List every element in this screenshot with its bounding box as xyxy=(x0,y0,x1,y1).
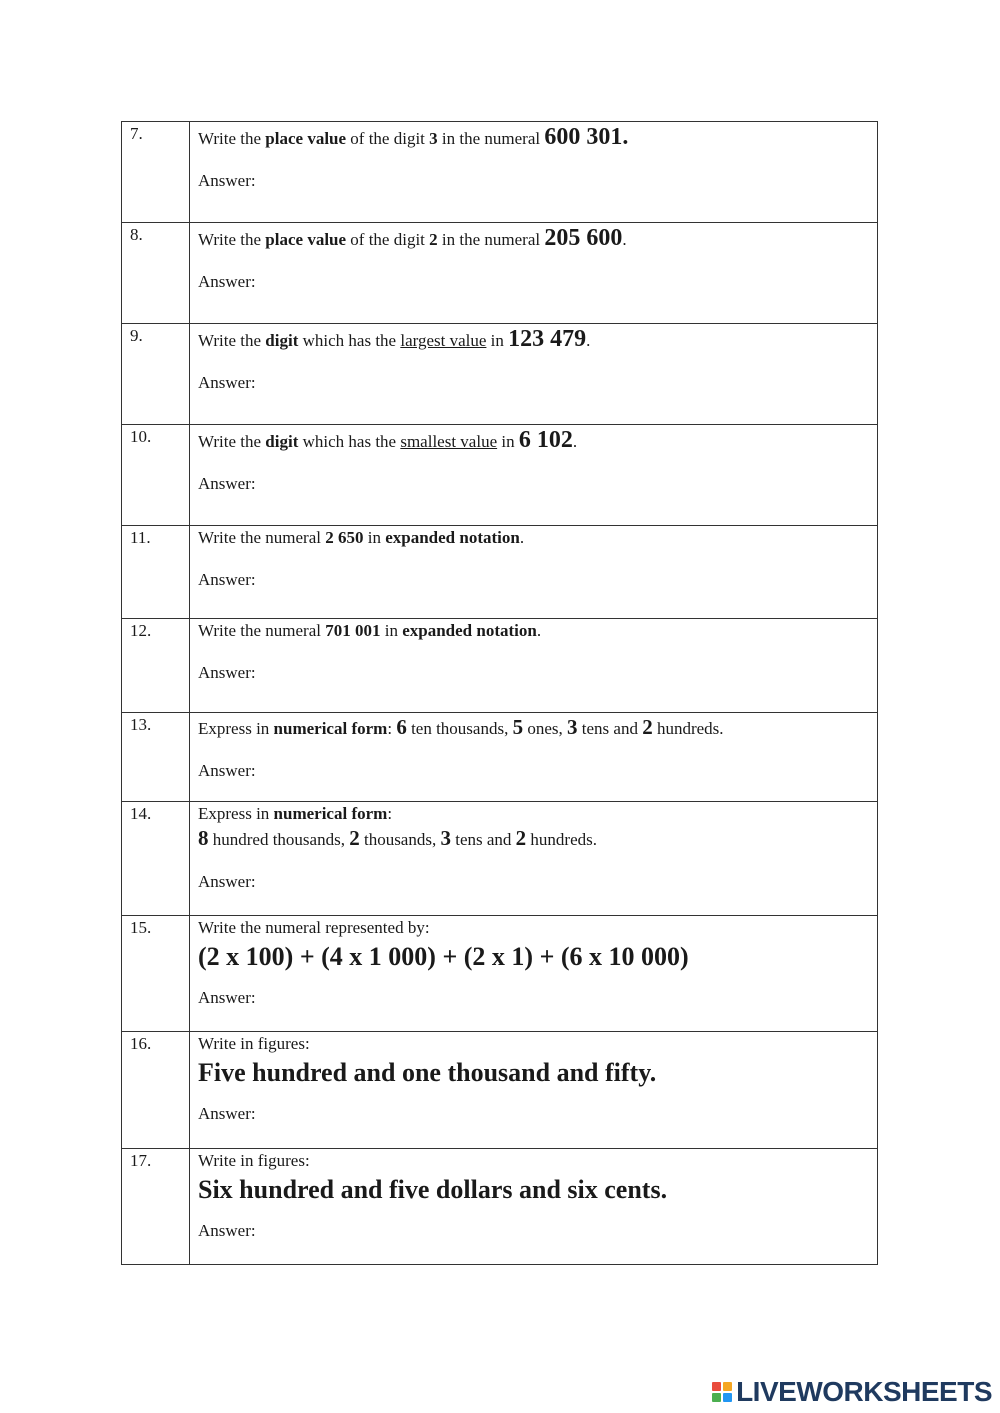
question-text: Write the digit which has the smallest value in 6 102. xyxy=(198,427,578,453)
question-row-12 xyxy=(122,619,878,713)
question-row-8 xyxy=(122,223,878,324)
question-text: Express in numerical form: xyxy=(198,804,393,823)
numeral: 6 102 xyxy=(518,427,573,453)
answer-label: Answer: xyxy=(198,474,256,493)
question-number: 9. xyxy=(122,324,190,425)
question-text: Write the place value of the digit 2 in the numeral 205 600. xyxy=(198,225,627,251)
question-row-14 xyxy=(122,802,878,916)
question-number: 16. xyxy=(122,1032,190,1149)
question-number: 7. xyxy=(122,122,190,223)
answer-label: Answer: xyxy=(198,1221,256,1240)
question-number: 11. xyxy=(122,526,190,619)
logo-text: LIVEWORKSHEETS xyxy=(736,1376,992,1407)
question-number: 8. xyxy=(122,223,190,324)
question-cell xyxy=(190,223,878,324)
question-text: Write the digit which has the largest value in 123 479. xyxy=(198,326,591,352)
answer-label: Answer: xyxy=(198,761,256,780)
question-text: Write the numeral 701 001 in expanded notation. xyxy=(198,621,542,640)
answer-label: Answer: xyxy=(198,171,256,190)
question-number: 17. xyxy=(122,1149,190,1265)
question-cell xyxy=(190,425,878,526)
question-row-9 xyxy=(122,324,878,425)
question-text: Write the numeral represented by: xyxy=(198,918,430,937)
question-cell xyxy=(190,916,878,1032)
logo-square-3 xyxy=(712,1393,721,1402)
question-cell xyxy=(190,802,878,916)
question-row-10 xyxy=(122,425,878,526)
numeral: 600 301. xyxy=(544,124,629,150)
question-number: 12. xyxy=(122,619,190,713)
question-cell xyxy=(190,1149,878,1265)
answer-label: Answer: xyxy=(198,872,256,891)
question-number: 14. xyxy=(122,802,190,916)
question-number: 13. xyxy=(122,713,190,802)
logo-square-2 xyxy=(723,1382,732,1391)
question-text: Write in figures: xyxy=(198,1151,310,1170)
question-row-15 xyxy=(122,916,878,1032)
question-text: Write the place value of the digit 3 in the numeral 600 301. xyxy=(198,124,629,150)
question-row-17 xyxy=(122,1149,878,1265)
answer-label: Answer: xyxy=(198,373,256,392)
logo-mark-icon xyxy=(712,1382,732,1402)
question-cell xyxy=(190,526,878,619)
question-number: 10. xyxy=(122,425,190,526)
number-words: Six hundred and five dollars and six cents. xyxy=(198,1175,668,1204)
number-words: Five hundred and one thousand and fifty. xyxy=(198,1058,657,1087)
question-row-13 xyxy=(122,713,878,802)
question-cell xyxy=(190,324,878,425)
question-text: Write in figures: xyxy=(198,1034,310,1053)
question-cell xyxy=(190,1032,878,1149)
question-row-16 xyxy=(122,1032,878,1149)
liveworksheets-logo xyxy=(712,1375,992,1409)
question-number: 15. xyxy=(122,916,190,1032)
answer-label: Answer: xyxy=(198,1104,256,1123)
numeral: 123 479 xyxy=(508,326,587,352)
answer-label: Answer: xyxy=(198,988,256,1007)
question-text-line2: 8 hundred thousands, 2 thousands, 3 tens and 2 hundreds. xyxy=(198,826,597,850)
answer-label: Answer: xyxy=(198,570,256,589)
answer-label: Answer: xyxy=(198,663,256,682)
worksheet-table xyxy=(121,121,878,1265)
expression: (2 x 100) + (4 x 1 000) + (2 x 1) + (6 x 10 000) xyxy=(198,942,689,971)
numeral: 205 600 xyxy=(544,225,623,251)
question-row-7 xyxy=(122,122,878,223)
question-cell xyxy=(190,122,878,223)
question-text: Write the numeral 2 650 in expanded notation. xyxy=(198,528,525,547)
logo-square-4 xyxy=(723,1393,732,1402)
logo-square-1 xyxy=(712,1382,721,1391)
answer-label: Answer: xyxy=(198,272,256,291)
question-text: Express in numerical form: 6 ten thousands, 5 ones, 3 tens and 2 hundreds. xyxy=(198,715,724,739)
question-row-11 xyxy=(122,526,878,619)
question-cell xyxy=(190,713,878,802)
question-cell xyxy=(190,619,878,713)
